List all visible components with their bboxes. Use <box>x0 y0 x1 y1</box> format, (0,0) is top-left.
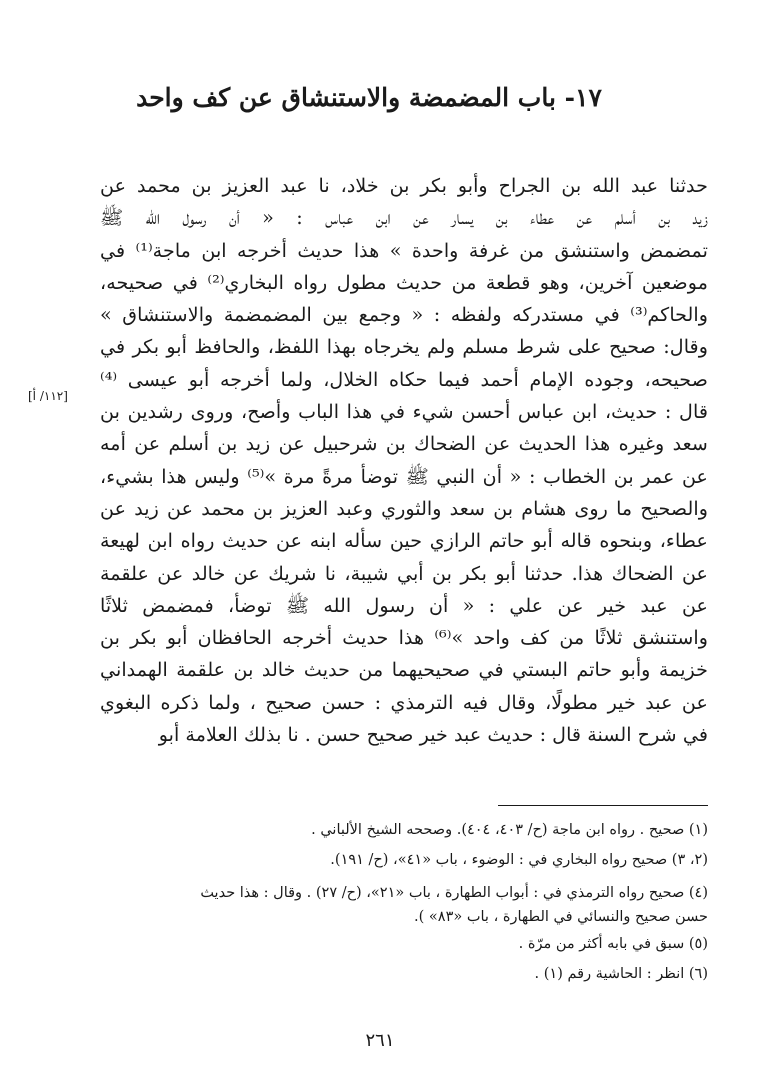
footnote-separator <box>498 805 708 806</box>
text-line: زيد بن أسلم عن عطاء بن يسار عن ابن عباس : « أن رسول الله ﷺ <box>100 206 708 230</box>
margin-folio-note: [١١٢/ أ] <box>28 389 68 403</box>
text-line: سعد وغيره هذا الحديث عن الضحاك بن شرحبيل عن زيد بن أسلم عن أمه <box>100 432 708 456</box>
text-line: في شرح السنة قال : حديث عبد خير صحيح حسن . نا بذلك العلامة أبو <box>158 723 708 747</box>
text-line: صحيحه، وجوده الإمام أحمد فيما حكاه الخلال، ولما أخرجه أبو عيسى ⁽⁴⁾ <box>100 367 708 391</box>
footnote: (٥) سبق في بابه أكثر من مرّة . <box>518 936 708 952</box>
footnote: (١) صحيح . رواه ابن ماجة (ح/ ٤٠٣، ٤٠٤). وصححه الشيخ الألباني . <box>311 822 708 838</box>
footnotes <box>100 815 708 989</box>
text-line: تمضمض واستنشق من غرفة واحدة » هذا حديث أخرجه ابن ماجة⁽¹⁾ في <box>100 238 708 262</box>
footnote-continuation: حسن صحيح والنسائي في الطهارة ، باب «٨٣» ). <box>414 909 708 925</box>
text-line: عن الضحاك هذا. حدثنا أبو بكر بن أبي شيبة، نا شريك عن خالد عن علقمة <box>100 561 708 585</box>
footnote: (٤) صحيح رواه الترمذي في : أبواب الطهارة ، باب «٢١»، (ح/ ٢٧) . وقال : هذا حديث <box>200 885 708 901</box>
text-line: عن عبد خير مطولًا، وقال فيه الترمذي : حسن صحيح ، ولما ذكره البغوي <box>100 690 708 714</box>
footnote: (٢، ٣) صحيح رواه البخاري في : الوضوء ، باب «٤١»، (ح/ ١٩١). <box>330 852 708 868</box>
text-line: عطاء، وبنحوه قاله أبو حاتم الرازي حين سأله ابنه عن حديث رواه ابن لهيعة <box>100 529 708 553</box>
text-line: عن عمر بن الخطاب : « أن النبي ﷺ توضأ مرةً مرة »⁽⁵⁾ وليس هذا بشيء، <box>100 464 708 488</box>
text-line: قال : حديث، ابن عباس أحسن شيء في هذا الباب وأصح، وروى رشدين بن <box>100 400 708 424</box>
text-line: والصحيح ما روى هشام بن سعد والثوري وعبد العزيز بن محمد عن زيد عن <box>100 496 708 520</box>
text-line: عن عبد خير عن علي : « أن رسول الله ﷺ توضأ، فمضمض ثلاثًا <box>100 593 708 617</box>
text-line: واستنشق ثلاثًا من كف واحد »⁽⁶⁾ هذا حديث أخرجه الحافظان أبو بكر بن <box>100 626 708 650</box>
chapter-title: ١٧- باب المضمضة والاستنشاق عن كف واحد <box>136 83 602 112</box>
main-text <box>100 170 708 751</box>
text-line: خزيمة وأبو حاتم البستي في صحيحيهما من حديث خالد بن علقمة الهمداني <box>100 658 708 682</box>
text-line: والحاكم⁽³⁾ في مستدركه ولفظه : « وجمع بين المضمضمة والاستنشاق » <box>100 303 708 327</box>
text-line: موضعين آخرين، وهو قطعة من حديث مطول رواه البخاري⁽²⁾ في صحيحه، <box>100 270 708 294</box>
text-line: حدثنا عبد الله بن الجراح وأبو بكر بن خلاد، نا عبد العزيز بن محمد عن <box>100 174 708 197</box>
text-line: وقال: صحيح على شرط مسلم ولم يخرجاه بهذا اللفظ، والحافظ أبو بكر في <box>100 335 708 359</box>
page-number: ٢٦١ <box>365 1030 395 1051</box>
footnote: (٦) انظر : الحاشية رقم (١) . <box>534 966 708 982</box>
